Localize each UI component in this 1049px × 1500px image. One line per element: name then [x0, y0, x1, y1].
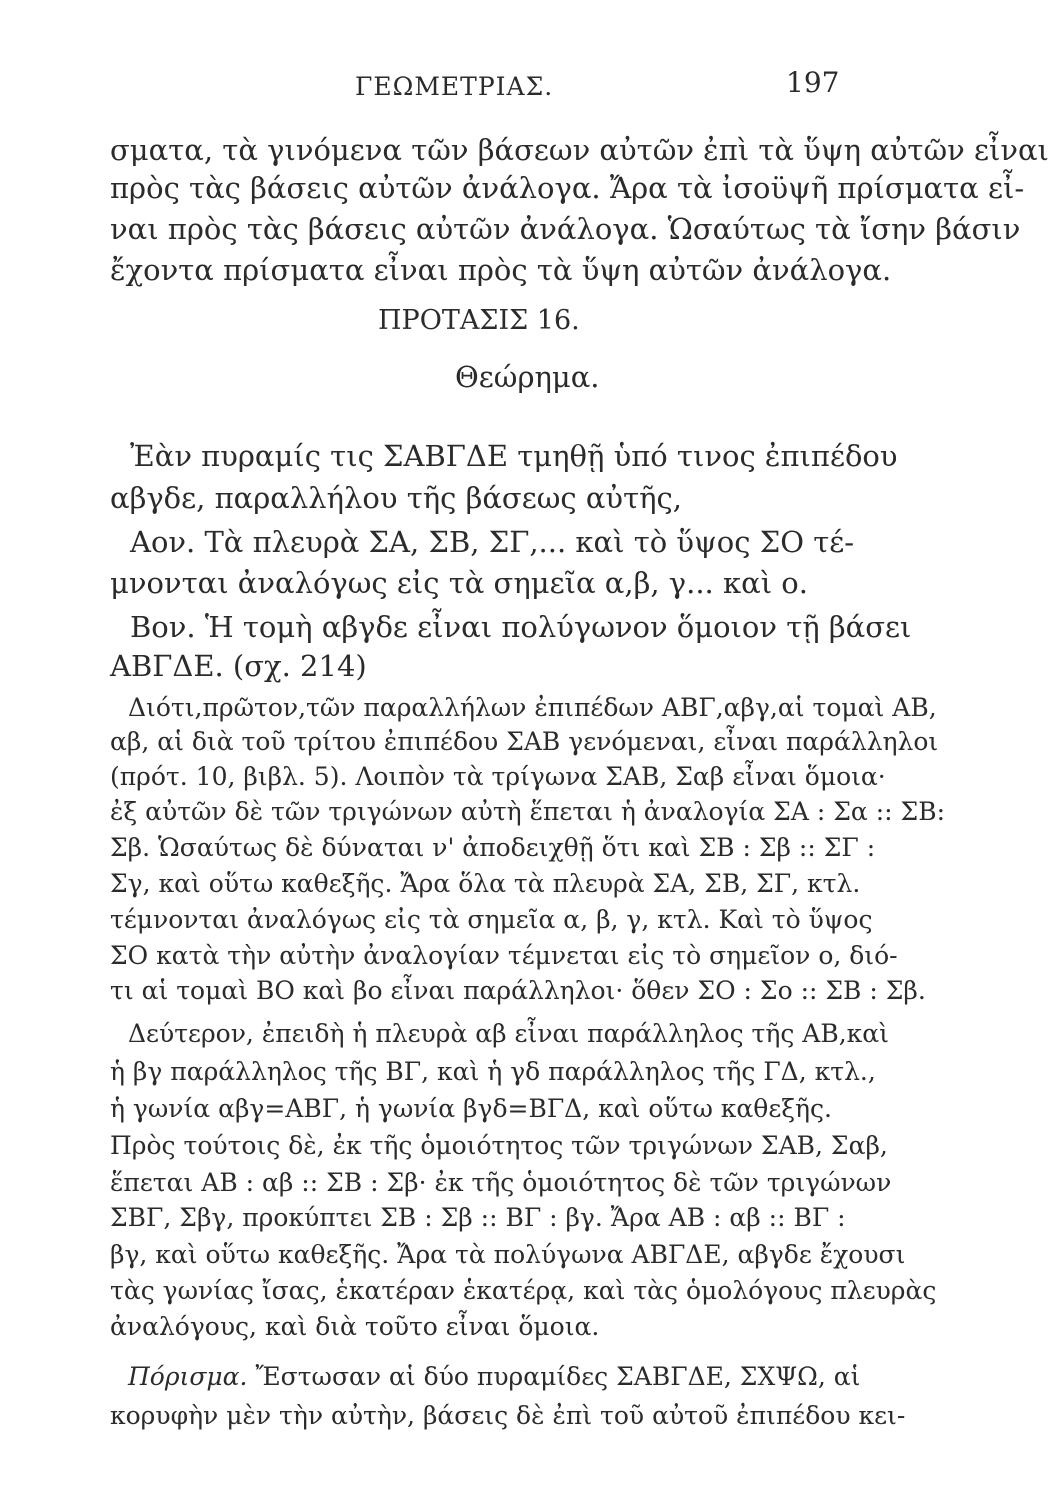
page-number: 197 [786, 66, 840, 99]
corollary-line [128, 1362, 861, 1391]
text-line: ναι πρὸς τὰς βάσεις αὐτῶν ἀνάλογα. Ὡσαύτως τὰ ἴσην βάσιν [110, 212, 1021, 246]
text-line: ἔχοντα πρίσματα εἶναι πρὸς τὰ ὕψη αὐτῶν ἀνάλογα. [110, 253, 892, 287]
proof-line: (πρότ. 10, βιβλ. 5). Λοιπὸν τὰ τρίγωνα ΣΑΒ, Σαβ εἶναι ὅμοια· [110, 762, 886, 791]
corollary-line: κορυφὴν μὲν τὴν αὐτὴν, βάσεις δὲ ἐπὶ τοῦ αὐτοῦ ἐπιπέδου κει- [110, 1401, 906, 1430]
theorem-line: μνονται ἀναλόγως εἰς τὰ σημεῖα α,β, γ... καὶ ο. [110, 566, 808, 600]
proof-line: Σγ, καὶ οὕτω καθεξῆς. Ἄρα ὅλα τὰ πλευρὰ ΣΑ, ΣΒ, ΣΓ, κτλ. [110, 869, 861, 898]
theorem-line: αβγδε, παραλλήλου τῆς βάσεως αὐτῆς, [110, 481, 682, 515]
proof-line: ἕπεται ΑΒ : αβ :: ΣΒ : Σβ· ἐκ τῆς ὁμοιότητος δὲ τῶν τριγώνων [110, 1168, 892, 1197]
proof-line: Δεύτερον, ἐπειδὴ ἡ πλευρὰ αβ εἶναι παράλληλος τῆς ΑΒ,καὶ [128, 1019, 889, 1048]
theorem-line: Βον. Ἡ τομὴ αβγδε εἶναι πολύγωνον ὅμοιον τῇ βάσει [130, 610, 912, 644]
theorem-line: Ἐὰν πυραμίς τις ΣΑΒΓΔΕ τμηθῇ ὑπό τινος ἐπιπέδου [130, 439, 898, 473]
proof-line: αβ, αἱ διὰ τοῦ τρίτου ἐπιπέδου ΣΑΒ γενόμεναι, εἶναι παράλληλοι [110, 727, 939, 756]
proof-line: ΣΒΓ, Σβγ, προκύπτει ΣΒ : Σβ :: ΒΓ : βγ. Ἄρα ΑΒ : αβ :: ΒΓ : [110, 1203, 846, 1232]
theorem-line: ΑΒΓΔΕ. (σχ. 214) [110, 649, 367, 683]
proof-line: τέμνονται ἀναλόγως εἰς τὰ σημεῖα α, β, γ, κτλ. Καὶ τὸ ὕψος [110, 905, 873, 934]
proof-line: τι αἱ τομαὶ ΒΟ καὶ βο εἶναι παράλληλοι· ὅθεν ΣΟ : Σο :: ΣΒ : Σβ. [110, 976, 926, 1005]
proof-line: Πρὸς τούτοις δὲ, ἐκ τῆς ὁμοιότητος τῶν τριγώνων ΣΑΒ, Σαβ, [110, 1131, 888, 1160]
proof-line: τὰς γωνίας ἴσας, ἑκατέραν ἑκατέρᾳ, καὶ τὰς ὁμολόγους πλευρὰς [110, 1276, 937, 1305]
proof-line: βγ, καὶ οὕτω καθεξῆς. Ἄρα τὰ πολύγωνα ΑΒΓΔΕ, αβγδε ἔχουσι [110, 1240, 906, 1269]
proof-line: ἡ βγ παράλληλος τῆς ΒΓ, καὶ ἡ γδ παράλληλος τῆς ΓΔ, κτλ., [110, 1057, 876, 1086]
text-line: πρὸς τὰς βάσεις αὐτῶν ἀνάλογα. Ἄρα τὰ ἰσοϋψῆ πρίσματα εἶ- [110, 171, 1025, 205]
proof-line: Διότι,πρῶτον,τῶν παραλλήλων ἐπιπέδων ΑΒΓ,αβγ,αἱ τομαὶ ΑΒ, [128, 693, 937, 722]
proposition-subheading: Θεώρημα. [455, 360, 600, 394]
proposition-heading: ΠΡΟΤΑΣΙΣ 16. [378, 305, 580, 336]
proof-line: ΣΟ κατὰ τὴν αὐτὴν ἀναλογίαν τέμνεται εἰς τὸ σημεῖον ο, διό- [110, 941, 898, 970]
text-line: σματα, τὰ γινόμενα τῶν βάσεων αὐτῶν ἐπὶ τὰ ὕψη αὐτῶν εἶναι [110, 133, 1049, 167]
corollary-label: Πόρισμα. [128, 1362, 248, 1391]
corollary-text: Ἔστωσαν αἱ δύο πυραμίδες ΣΑΒΓΔΕ, ΣΧΨΩ, αἱ [255, 1362, 861, 1391]
proof-line: ἐξ αὐτῶν δὲ τῶν τριγώνων αὐτὴ ἕπεται ἡ ἀναλογία ΣΑ : Σα :: ΣΒ: [110, 797, 945, 826]
theorem-line: Αον. Τὰ πλευρὰ ΣΑ, ΣΒ, ΣΓ,... καὶ τὸ ὕψος ΣΟ τέ- [130, 525, 855, 559]
running-header-title: ΓΕΩΜΕΤΡΙΑΣ. [355, 72, 554, 101]
proof-line: ἀναλόγους, καὶ διὰ τοῦτο εἶναι ὅμοια. [110, 1312, 600, 1341]
proof-line: ἡ γωνία αβγ=ΑΒΓ, ἡ γωνία βγδ=ΒΓΔ, καὶ οὕτω καθεξῆς. [110, 1094, 832, 1123]
proof-line: Σβ. Ὡσαύτως δὲ δύναται ν' ἀποδειχθῇ ὅτι καὶ ΣΒ : Σβ :: ΣΓ : [110, 833, 876, 862]
